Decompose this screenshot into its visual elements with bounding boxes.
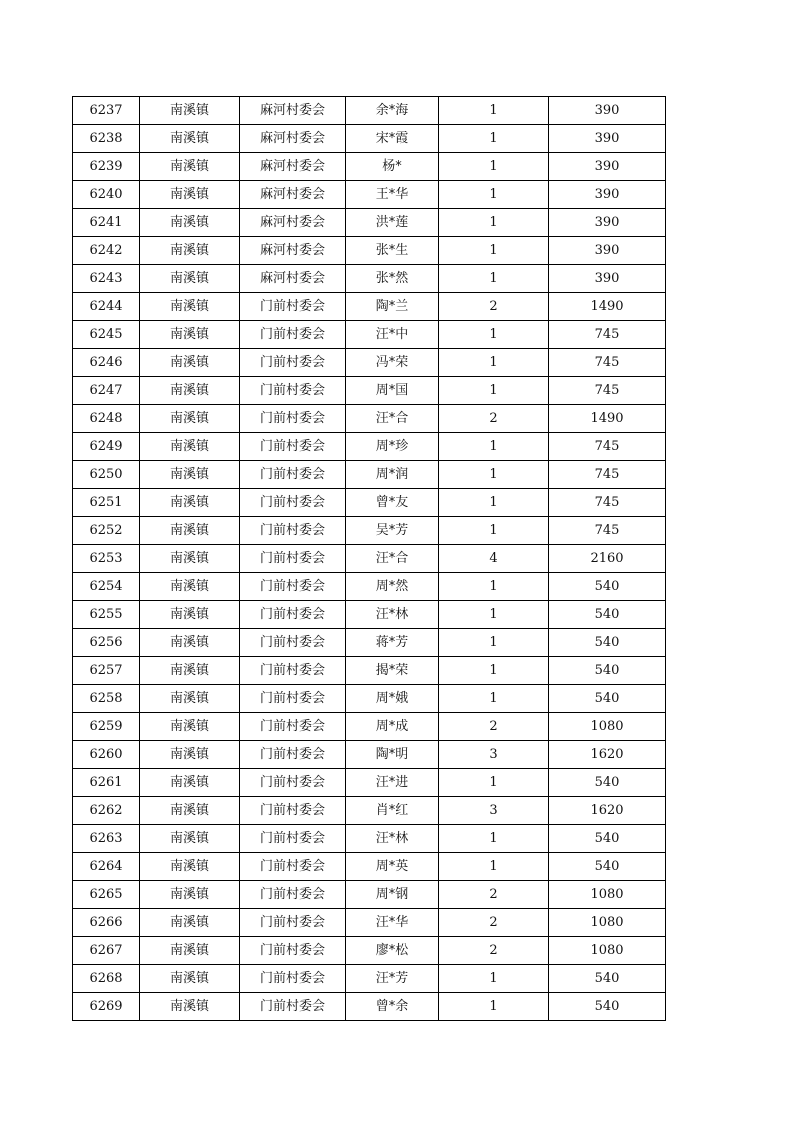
record-number-cell: 6267 <box>73 937 140 965</box>
village-committee-cell: 麻河村委会 <box>240 237 346 265</box>
record-number-cell: 6244 <box>73 293 140 321</box>
amount-cell: 540 <box>549 657 666 685</box>
table-row <box>73 517 666 545</box>
name-cell: 汪*华 <box>346 909 439 937</box>
name-cell: 揭*荣 <box>346 657 439 685</box>
table-row <box>73 97 666 125</box>
record-number-cell: 6246 <box>73 349 140 377</box>
record-number-cell: 6243 <box>73 265 140 293</box>
amount-cell: 745 <box>549 461 666 489</box>
village-committee-cell: 门前村委会 <box>240 853 346 881</box>
village-committee-cell: 门前村委会 <box>240 965 346 993</box>
village-committee-cell: 门前村委会 <box>240 741 346 769</box>
table-row <box>73 265 666 293</box>
town-cell: 南溪镇 <box>140 237 240 265</box>
amount-cell: 745 <box>549 321 666 349</box>
village-committee-cell: 麻河村委会 <box>240 265 346 293</box>
amount-cell: 540 <box>549 825 666 853</box>
household-count-cell: 1 <box>439 853 549 881</box>
town-cell: 南溪镇 <box>140 853 240 881</box>
village-committee-cell: 门前村委会 <box>240 349 346 377</box>
household-count-cell: 1 <box>439 489 549 517</box>
amount-cell: 745 <box>549 377 666 405</box>
town-cell: 南溪镇 <box>140 293 240 321</box>
name-cell: 周*国 <box>346 377 439 405</box>
household-count-cell: 1 <box>439 209 549 237</box>
household-count-cell: 3 <box>439 797 549 825</box>
table-row <box>73 181 666 209</box>
village-committee-cell: 门前村委会 <box>240 489 346 517</box>
town-cell: 南溪镇 <box>140 937 240 965</box>
household-count-cell: 2 <box>439 881 549 909</box>
table-row <box>73 573 666 601</box>
town-cell: 南溪镇 <box>140 657 240 685</box>
record-number-cell: 6239 <box>73 153 140 181</box>
amount-cell: 390 <box>549 181 666 209</box>
town-cell: 南溪镇 <box>140 461 240 489</box>
table-row <box>73 629 666 657</box>
town-cell: 南溪镇 <box>140 769 240 797</box>
amount-cell: 745 <box>549 349 666 377</box>
record-number-cell: 6251 <box>73 489 140 517</box>
record-number-cell: 6245 <box>73 321 140 349</box>
town-cell: 南溪镇 <box>140 629 240 657</box>
amount-cell: 1490 <box>549 405 666 433</box>
amount-cell: 390 <box>549 125 666 153</box>
table-row <box>73 601 666 629</box>
town-cell: 南溪镇 <box>140 265 240 293</box>
amount-cell: 745 <box>549 517 666 545</box>
amount-cell: 540 <box>549 629 666 657</box>
record-number-cell: 6248 <box>73 405 140 433</box>
table-row <box>73 405 666 433</box>
town-cell: 南溪镇 <box>140 209 240 237</box>
name-cell: 汪*合 <box>346 545 439 573</box>
household-count-cell: 1 <box>439 573 549 601</box>
amount-cell: 1080 <box>549 713 666 741</box>
name-cell: 汪*中 <box>346 321 439 349</box>
village-committee-cell: 门前村委会 <box>240 517 346 545</box>
table-row <box>73 993 666 1021</box>
village-committee-cell: 门前村委会 <box>240 937 346 965</box>
village-committee-cell: 门前村委会 <box>240 293 346 321</box>
name-cell: 廖*松 <box>346 937 439 965</box>
household-count-cell: 1 <box>439 433 549 461</box>
household-count-cell: 1 <box>439 769 549 797</box>
town-cell: 南溪镇 <box>140 909 240 937</box>
village-committee-cell: 门前村委会 <box>240 993 346 1021</box>
record-number-cell: 6247 <box>73 377 140 405</box>
table-row <box>73 153 666 181</box>
table-row <box>73 321 666 349</box>
town-cell: 南溪镇 <box>140 153 240 181</box>
town-cell: 南溪镇 <box>140 993 240 1021</box>
record-number-cell: 6254 <box>73 573 140 601</box>
amount-cell: 390 <box>549 97 666 125</box>
name-cell: 汪*林 <box>346 601 439 629</box>
household-count-cell: 1 <box>439 461 549 489</box>
records-table <box>72 96 666 1021</box>
town-cell: 南溪镇 <box>140 349 240 377</box>
household-count-cell: 1 <box>439 377 549 405</box>
table-row <box>73 825 666 853</box>
table-row <box>73 965 666 993</box>
table-row <box>73 237 666 265</box>
name-cell: 曾*友 <box>346 489 439 517</box>
amount-cell: 540 <box>549 685 666 713</box>
amount-cell: 745 <box>549 433 666 461</box>
name-cell: 周*然 <box>346 573 439 601</box>
town-cell: 南溪镇 <box>140 965 240 993</box>
record-number-cell: 6238 <box>73 125 140 153</box>
table-row <box>73 489 666 517</box>
village-committee-cell: 门前村委会 <box>240 769 346 797</box>
name-cell: 周*英 <box>346 853 439 881</box>
village-committee-cell: 门前村委会 <box>240 601 346 629</box>
household-count-cell: 1 <box>439 601 549 629</box>
household-count-cell: 1 <box>439 517 549 545</box>
record-number-cell: 6252 <box>73 517 140 545</box>
village-committee-cell: 门前村委会 <box>240 909 346 937</box>
town-cell: 南溪镇 <box>140 573 240 601</box>
record-number-cell: 6269 <box>73 993 140 1021</box>
record-number-cell: 6253 <box>73 545 140 573</box>
record-number-cell: 6259 <box>73 713 140 741</box>
amount-cell: 390 <box>549 237 666 265</box>
village-committee-cell: 门前村委会 <box>240 461 346 489</box>
household-count-cell: 1 <box>439 265 549 293</box>
town-cell: 南溪镇 <box>140 685 240 713</box>
record-number-cell: 6263 <box>73 825 140 853</box>
name-cell: 王*华 <box>346 181 439 209</box>
name-cell: 周*娥 <box>346 685 439 713</box>
village-committee-cell: 麻河村委会 <box>240 153 346 181</box>
town-cell: 南溪镇 <box>140 881 240 909</box>
record-number-cell: 6266 <box>73 909 140 937</box>
village-committee-cell: 门前村委会 <box>240 629 346 657</box>
household-count-cell: 3 <box>439 741 549 769</box>
village-committee-cell: 门前村委会 <box>240 405 346 433</box>
amount-cell: 390 <box>549 265 666 293</box>
table-row <box>73 433 666 461</box>
town-cell: 南溪镇 <box>140 377 240 405</box>
record-number-cell: 6256 <box>73 629 140 657</box>
table-row <box>73 685 666 713</box>
record-number-cell: 6237 <box>73 97 140 125</box>
village-committee-cell: 门前村委会 <box>240 685 346 713</box>
town-cell: 南溪镇 <box>140 825 240 853</box>
record-number-cell: 6261 <box>73 769 140 797</box>
town-cell: 南溪镇 <box>140 797 240 825</box>
household-count-cell: 1 <box>439 825 549 853</box>
records-body <box>73 97 666 1021</box>
name-cell: 曾*余 <box>346 993 439 1021</box>
name-cell: 汪*芳 <box>346 965 439 993</box>
record-number-cell: 6249 <box>73 433 140 461</box>
record-number-cell: 6257 <box>73 657 140 685</box>
household-count-cell: 4 <box>439 545 549 573</box>
village-committee-cell: 门前村委会 <box>240 573 346 601</box>
record-number-cell: 6240 <box>73 181 140 209</box>
name-cell: 周*润 <box>346 461 439 489</box>
village-committee-cell: 麻河村委会 <box>240 97 346 125</box>
name-cell: 汪*进 <box>346 769 439 797</box>
name-cell: 张*然 <box>346 265 439 293</box>
name-cell: 陶*兰 <box>346 293 439 321</box>
name-cell: 余*海 <box>346 97 439 125</box>
amount-cell: 2160 <box>549 545 666 573</box>
amount-cell: 390 <box>549 209 666 237</box>
household-count-cell: 2 <box>439 293 549 321</box>
household-count-cell: 2 <box>439 909 549 937</box>
village-committee-cell: 门前村委会 <box>240 657 346 685</box>
village-committee-cell: 麻河村委会 <box>240 125 346 153</box>
amount-cell: 540 <box>549 965 666 993</box>
table-row <box>73 461 666 489</box>
name-cell: 肖*红 <box>346 797 439 825</box>
table-row <box>73 657 666 685</box>
name-cell: 吴*芳 <box>346 517 439 545</box>
name-cell: 杨* <box>346 153 439 181</box>
table-row <box>73 909 666 937</box>
record-number-cell: 6268 <box>73 965 140 993</box>
household-count-cell: 1 <box>439 97 549 125</box>
town-cell: 南溪镇 <box>140 433 240 461</box>
amount-cell: 540 <box>549 573 666 601</box>
household-count-cell: 1 <box>439 657 549 685</box>
household-count-cell: 1 <box>439 685 549 713</box>
household-count-cell: 2 <box>439 713 549 741</box>
town-cell: 南溪镇 <box>140 125 240 153</box>
amount-cell: 540 <box>549 601 666 629</box>
village-committee-cell: 麻河村委会 <box>240 181 346 209</box>
town-cell: 南溪镇 <box>140 741 240 769</box>
record-number-cell: 6258 <box>73 685 140 713</box>
town-cell: 南溪镇 <box>140 545 240 573</box>
name-cell: 汪*林 <box>346 825 439 853</box>
table-row <box>73 293 666 321</box>
town-cell: 南溪镇 <box>140 517 240 545</box>
table-row <box>73 741 666 769</box>
table-row <box>73 545 666 573</box>
village-committee-cell: 门前村委会 <box>240 825 346 853</box>
amount-cell: 1080 <box>549 909 666 937</box>
amount-cell: 390 <box>549 153 666 181</box>
household-count-cell: 2 <box>439 405 549 433</box>
village-committee-cell: 门前村委会 <box>240 321 346 349</box>
amount-cell: 540 <box>549 769 666 797</box>
household-count-cell: 1 <box>439 237 549 265</box>
amount-cell: 1490 <box>549 293 666 321</box>
table-row <box>73 713 666 741</box>
town-cell: 南溪镇 <box>140 321 240 349</box>
amount-cell: 1080 <box>549 937 666 965</box>
name-cell: 张*生 <box>346 237 439 265</box>
town-cell: 南溪镇 <box>140 713 240 741</box>
name-cell: 周*钢 <box>346 881 439 909</box>
name-cell: 冯*荣 <box>346 349 439 377</box>
village-committee-cell: 门前村委会 <box>240 377 346 405</box>
table-row <box>73 769 666 797</box>
household-count-cell: 1 <box>439 993 549 1021</box>
name-cell: 洪*莲 <box>346 209 439 237</box>
town-cell: 南溪镇 <box>140 181 240 209</box>
amount-cell: 540 <box>549 993 666 1021</box>
record-number-cell: 6264 <box>73 853 140 881</box>
table-row <box>73 937 666 965</box>
amount-cell: 1620 <box>549 741 666 769</box>
household-count-cell: 1 <box>439 181 549 209</box>
name-cell: 陶*明 <box>346 741 439 769</box>
table-row <box>73 797 666 825</box>
record-number-cell: 6242 <box>73 237 140 265</box>
household-count-cell: 1 <box>439 125 549 153</box>
name-cell: 宋*霞 <box>346 125 439 153</box>
household-count-cell: 1 <box>439 153 549 181</box>
household-count-cell: 1 <box>439 321 549 349</box>
town-cell: 南溪镇 <box>140 601 240 629</box>
table-row <box>73 853 666 881</box>
household-count-cell: 2 <box>439 937 549 965</box>
village-committee-cell: 麻河村委会 <box>240 209 346 237</box>
table-row <box>73 209 666 237</box>
name-cell: 周*珍 <box>346 433 439 461</box>
village-committee-cell: 门前村委会 <box>240 433 346 461</box>
town-cell: 南溪镇 <box>140 405 240 433</box>
record-number-cell: 6241 <box>73 209 140 237</box>
table-row <box>73 377 666 405</box>
town-cell: 南溪镇 <box>140 489 240 517</box>
name-cell: 汪*合 <box>346 405 439 433</box>
amount-cell: 745 <box>549 489 666 517</box>
town-cell: 南溪镇 <box>140 97 240 125</box>
amount-cell: 1620 <box>549 797 666 825</box>
household-count-cell: 1 <box>439 965 549 993</box>
table-row <box>73 881 666 909</box>
household-count-cell: 1 <box>439 349 549 377</box>
amount-cell: 540 <box>549 853 666 881</box>
amount-cell: 1080 <box>549 881 666 909</box>
table-row <box>73 349 666 377</box>
village-committee-cell: 门前村委会 <box>240 797 346 825</box>
name-cell: 周*成 <box>346 713 439 741</box>
record-number-cell: 6265 <box>73 881 140 909</box>
table-row <box>73 125 666 153</box>
village-committee-cell: 门前村委会 <box>240 881 346 909</box>
name-cell: 蒋*芳 <box>346 629 439 657</box>
record-number-cell: 6262 <box>73 797 140 825</box>
village-committee-cell: 门前村委会 <box>240 545 346 573</box>
record-number-cell: 6250 <box>73 461 140 489</box>
record-number-cell: 6255 <box>73 601 140 629</box>
record-number-cell: 6260 <box>73 741 140 769</box>
village-committee-cell: 门前村委会 <box>240 713 346 741</box>
household-count-cell: 1 <box>439 629 549 657</box>
